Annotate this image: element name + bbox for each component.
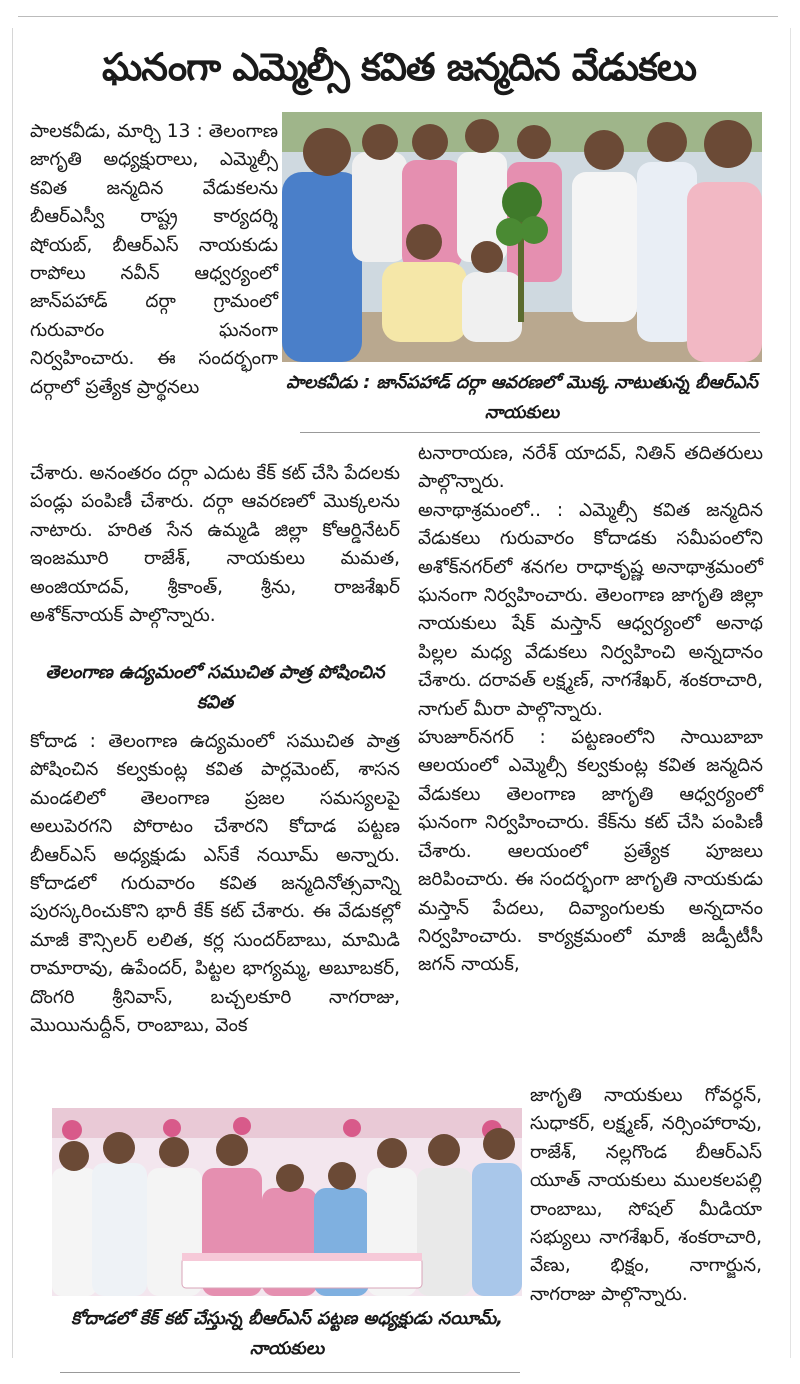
top-rule: [18, 16, 778, 17]
column-rule-left: [12, 28, 13, 1358]
headline: ఘనంగా ఎమ్మెల్సీ కవిత జన్మదిన వేడుకలు: [101, 45, 696, 89]
article-huzurnagar: హుజూర్‌నగర్ : పట్టణంలోని సాయిబాబా ఆలయంలో ఎమ్మెల్సీ కల్వకుంట్ల కవిత జన్మదిన వేడుకలు తెలంగాణ జాగృతి ఆధ్వర్యంలో ఘనంగా నిర్వహించారు. కేక్‌ను కట్ చేసి పంపిణీ చేశారు. ఆలయంలో ప్రత్యేక పూజలు జరిపించారు. ఈ సందర్భంగా జాగృతి నాయకుడు మస్తాన్ పేదలు, దివ్యాంగులకు అన్నదానం నిర్వహించారు. కార్యక్రమంలో మాజీ జడ్పీటీసీ జగన్ నాయక్,: [418, 727, 763, 976]
caption-rule: [300, 432, 760, 433]
article-lead-top: పాలకవీడు, మార్చి 13 : తెలంగాణ జాగృతి అధ్యక్షురాలు, ఎమ్మెల్సీ కవిత జన్మదిన వేడుకలను బీఆర్ఎస్వీ రాష్ట్ర కార్యదర్శి షోయబ్, బీఆర్ఎస్ నాయకుడు రాపోలు నవీన్ ఆధ్వర్యంలో జాన్‌పహాడ్ దర్గా గ్రామంలో గురువారం ఘనంగా నిర్వహించారు. ఈ సందర్భంగా దర్గాలో ప్రత్యేక ప్రార్థనలు: [30, 121, 278, 398]
photo1-caption: పాలకవీడు : జాన్‌పహాడ్ దర్గా ఆవరణలో మొక్క నాటుతున్న బీఆర్ఎస్ నాయకులు: [286, 373, 758, 423]
subheading: తెలంగాణ ఉద్యమంలో సముచిత పాత్ర పోషించిన కవిత: [45, 662, 385, 713]
article-lead-mid: చేశారు. అనంతరం దర్గా ఎదుట కేక్ కట్ చేసి పేదలకు పండ్లు పంపిణీ చేశారు. దర్గా ఆవరణలో మొక్కలను నాటారు. హరిత సేన ఉమ్మడి జిల్లా కోఆర్డినేటర్ ఇంజమూరి రాజేశ్, నాయకులు మమత, అంజియాదవ్, శ్రీకాంత్, శ్రీను, రాజశేఖర్ అశోక్‌నాయక్ పాల్గొన్నారు.: [30, 463, 400, 627]
caption-rule-2: [60, 1372, 520, 1373]
photo-tree-planting: [282, 112, 762, 362]
column-rule-right: [790, 28, 791, 1358]
article-right-bottom: జాగృతి నాయకులు గోవర్ధన్, సుధాకర్, లక్ష్మణ్, నర్సింహారావు, రాజేశ్, నల్లగొండ బీఆర్ఎస్ యూత్ నాయకులు ములకలపల్లి రాంబాబు, సోషల్ మీడియా సభ్యులు నాగశేఖర్, శంకరాచారి, వేణు, భిక్షం, నాగార్జున, నాగరాజు పాల్గొన్నారు.: [530, 1085, 762, 1305]
article-anadhashram: అనాథాశ్రమంలో.. : ఎమ్మెల్సీ కవిత జన్మదిన వేడుకలు గురువారం కోదాడకు సమీపంలోని అశోక్‌నగర్‌లో శనగల రాధాకృష్ణ అనాథాశ్రమంలో ఘనంగా నిర్వహించారు. తెలంగాణ జాగృతి జిల్లా నాయకులు షేక్ మస్తాన్ ఆధ్వర్యంలో అనాథ పిల్లల మధ్య వేడుకలు నిర్వహించి అన్నదానం చేశారు. దరావత్ లక్ష్మణ్, నాగశేఖర్, శంకరాచారి, నాగుల్ మీరా పాల్గొన్నారు.: [418, 499, 763, 720]
article-right-column: [418, 440, 763, 980]
article-kodada: కోదాడ : తెలంగాణ ఉద్యమంలో సముచిత పాత్ర పోషించిన కల్వకుంట్ల కవిత పార్లమెంట్, శాసన మండలిలో తెలంగాణ ప్రజల సమస్యలపై అలుపెరగని పోరాటం చేశారని కోదాడ పట్టణ బీఆర్ఎస్ అధ్యక్షుడు ఎస్‌కే నయీమ్ అన్నారు. కోదాడలో గురువారం కవిత జన్మదినోత్సవాన్ని పురస్కరించుకొని భారీ కేక్ కట్ చేశారు. ఈ వేడుకల్లో మాజీ కౌన్సిలర్ లలిత, కర్ల సుందర్‌బాబు, మామిడి రామారావు, ఉపేందర్, పిట్టల భాగ్యమ్మ, అబూబకర్, దొంగరి శ్రీనివాస్, బచ్చలకూరి నాగరాజు, మొయినుద్దీన్, రాంబాబు, వెంక: [30, 731, 400, 1037]
photo-cake-cutting: [52, 1108, 522, 1296]
photo2-caption: కోదాడలో కేక్ కట్ చేస్తున్న బీఆర్ఎస్ పట్టణ అధ్యక్షుడు నయీమ్, నాయకులు: [71, 1309, 503, 1359]
article-right-top: టనారాయణ, నరేశ్ యాదవ్, నితిన్ తదితరులు పాల్గొన్నారు.: [418, 443, 763, 493]
